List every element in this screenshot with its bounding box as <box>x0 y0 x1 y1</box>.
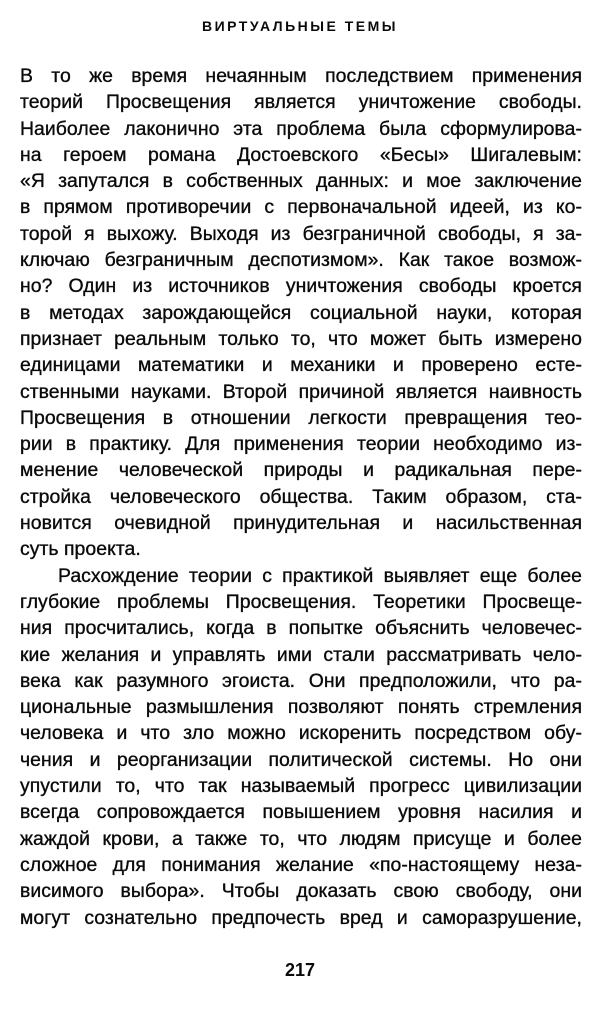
text-line: чения и реорганизации политической системы. Но они <box>20 748 582 771</box>
text-line: Наиболее лаконично эта проблема была сформулирова- <box>20 117 582 140</box>
text-line: кие желания и управлять ими стали рассматривать чело- <box>20 643 582 666</box>
text-line: стройка человеческого общества. Таким образом, ста- <box>20 485 582 508</box>
text-line: менение человеческой природы и радикальная пере- <box>20 459 582 482</box>
text-line: Просвещения в отношении легкости превращения тео- <box>20 406 582 429</box>
text-line: упустили то, что так называемый прогресс цивилизации <box>20 775 582 798</box>
text-line: в прямом противоречии с первоначальной идеей, из ко- <box>20 196 582 219</box>
text-line: суть проекта. <box>20 538 141 561</box>
text-line: ния просчитались, когда в попытке объяснить человечес- <box>20 617 582 640</box>
text-line: признает реальным только то, что может быть измерено <box>20 327 582 350</box>
text-line: Расхождение теории с практикой выявляет еще более <box>58 564 582 587</box>
text-line: жаждой крови, а также то, что людям присуще и более <box>20 827 582 850</box>
text-line: торой я выхожу. Выходя из безграничной свободы, я за- <box>20 222 582 245</box>
text-line: циональные размышления позволяют понять стремления <box>20 696 582 719</box>
text-line: могут сознательно предпочесть вред и саморазрушение, <box>20 906 582 929</box>
text-line: на героем романа Достоевского «Бесы» Шигалевым: <box>20 143 582 166</box>
text-line: висимого выбора». Чтобы доказать свою свободу, они <box>20 880 582 903</box>
text-line: теорий Просвещения является уничтожение свободы. <box>20 91 582 114</box>
text-line: единицами математики и механики и проверено есте- <box>20 354 582 377</box>
text-line: В то же время нечаянным последствием применения <box>20 65 582 87</box>
text-line: человека и что зло можно искоренить посредством обу- <box>20 722 582 745</box>
paragraph-2 <box>20 563 582 931</box>
text-line: всегда сопровождается повышением уровня насилия и <box>20 801 582 824</box>
text-line: века как разумного эгоиста. Они предположили, что ра- <box>20 669 582 692</box>
page-number: 217 <box>284 960 316 980</box>
text-line: «Я запутался в собственных данных: и мое заключение <box>20 170 582 193</box>
text-line: ключаю безграничным деспотизмом». Как такое возмож- <box>20 249 582 272</box>
text-line: но? Один из источников уничтожения свободы кроется <box>20 275 582 298</box>
text-line: глубокие проблемы Просвещения. Теоретики Просвеще- <box>20 590 582 613</box>
paragraph-1 <box>20 63 582 563</box>
body-text <box>20 63 582 931</box>
text-line: в методах зарождающейся социальной науки, которая <box>20 301 582 324</box>
text-line: сложное для понимания желание «по-настоящему неза- <box>20 853 582 876</box>
text-line: ственными науками. Второй причиной является наивность <box>20 380 582 403</box>
text-line: рии в практику. Для применения теории необходимо из- <box>20 433 582 456</box>
text-line: новится очевидной принудительная и насильственная <box>20 512 582 535</box>
running-header: ВИРТУАЛЬНЫЕ ТЕМЫ <box>201 18 398 34</box>
